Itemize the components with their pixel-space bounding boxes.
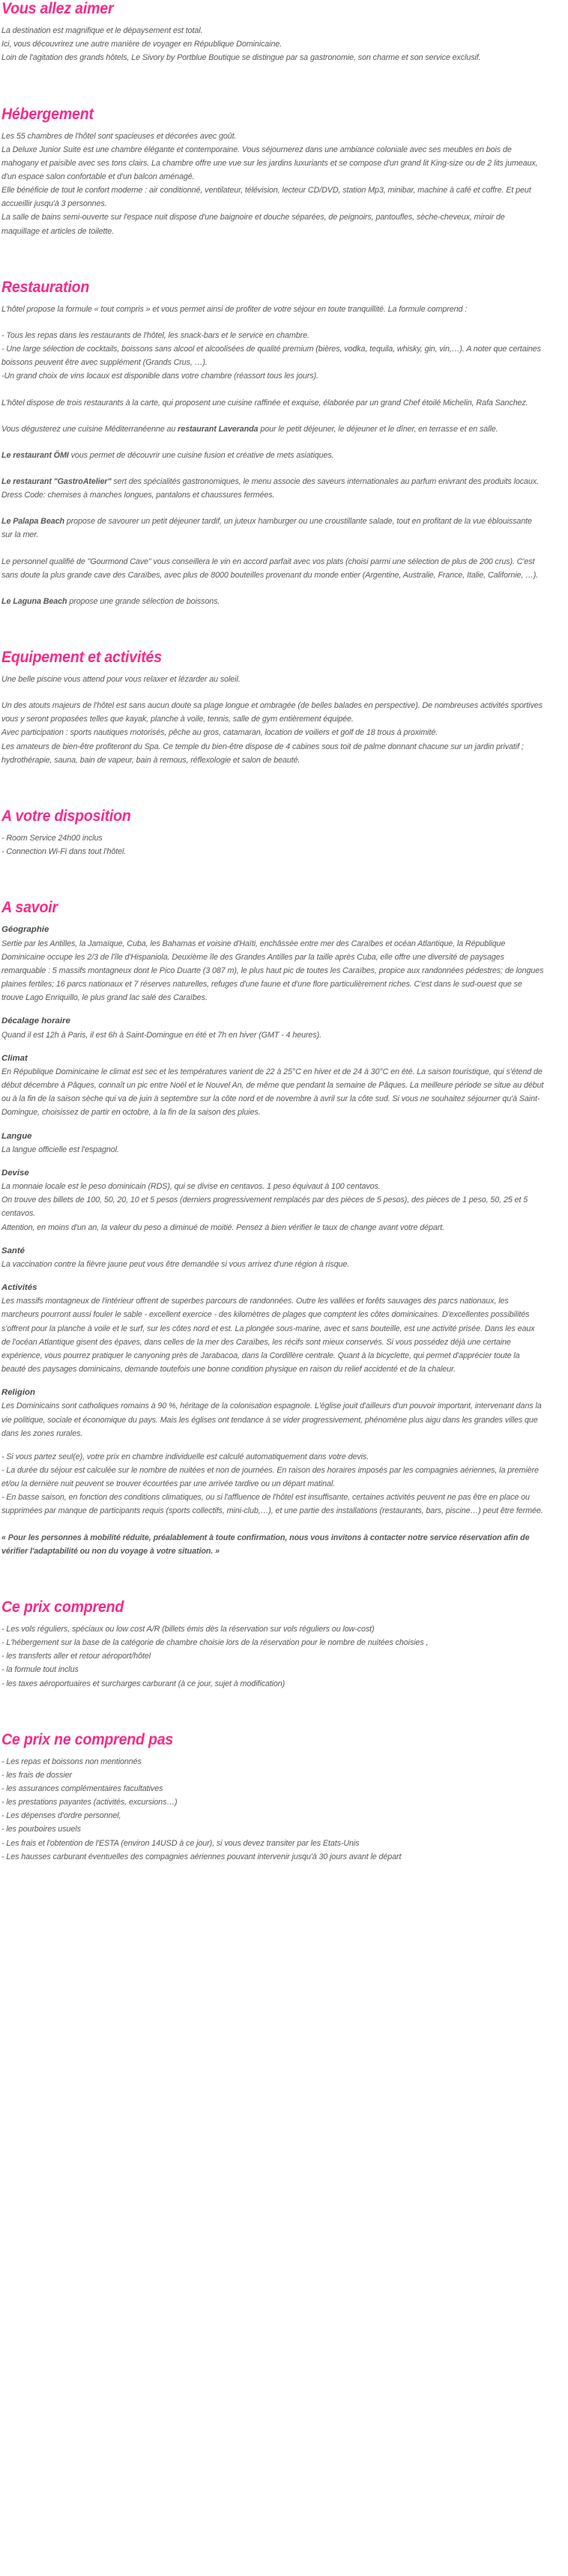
section-equipement-et-activites — [1, 649, 567, 767]
restaurant-palapa-beach-paragraph — [1, 515, 544, 542]
text-fragment: propose de savourer un petit déjeuner tardif, un juteux hamburger ou une croustillante salade, tout en profitant de la vue éblouissante sur la mer. — [1, 517, 532, 540]
section-vous-allez-aimer — [1, 0, 567, 65]
list-item: - les transferts aller et retour aéroport/hôtel — [1, 1652, 151, 1661]
section-heading-a-votre-disposition: A votre disposition — [1, 807, 131, 825]
text-line: Un des atouts majeurs de l'hôtel est sans aucun doute sa plage longue et ombragée (de belles balades en perspective). De nombreuses activités sportives vous y seront proposées telles que kayak, planche à voile, tennis, salle de gym entièrement équipée. — [1, 701, 543, 724]
text-fragment: Vous dégusterez une cuisine Méditerranéenne au — [1, 424, 178, 434]
section-hebergement — [1, 106, 567, 238]
spacer — [1, 1042, 567, 1052]
subsection-heading: Activités — [1, 1283, 37, 1293]
restaurant-laguna-beach-paragraph — [1, 595, 544, 608]
spacer — [1, 631, 567, 649]
subsection-body: Quand il est 12h à Paris, il est 6h à Saint-Domingue en été et 7h en hiver (GMT - 4 heures). — [1, 1030, 321, 1040]
booking-notes-list — [1, 1450, 544, 1518]
list-item: - En basse saison, en fonction des conditions climatiques, ou si l'affluence de l'hôtel est insuffisante, certaines activités peuvent ne pas être en place ou supprimées par manque de participants requis (sports collectifs, mini-club,…), et une partie des installations (restaurants, bars, piscine…) peut être fermée. — [1, 1493, 543, 1516]
list-item: - la formule tout inclus — [1, 1665, 79, 1675]
list-item: - les prestations payantes (activités, excursions…) — [1, 1798, 178, 1807]
restaurant-name: Le Palapa Beach — [1, 517, 64, 527]
section-a-savoir — [1, 899, 567, 1558]
spacer — [1, 1440, 567, 1450]
spacer — [1, 1157, 567, 1166]
spacer — [1, 1120, 567, 1130]
subsection-heading: Géographie — [1, 925, 49, 935]
subsection-heading: Décalage horaire — [1, 1016, 70, 1026]
section-body — [1, 396, 544, 410]
text-fragment: propose une grande sélection de boissons. — [67, 596, 220, 606]
spacer — [1, 88, 567, 106]
included-list — [1, 1622, 544, 1691]
list-item: - Les frais et l'obtention de l'ESTA (environ 14USD à ce jour), si vous devez transiter par les Etats-Unis — [1, 1838, 360, 1848]
page-title: Vous allez aimer — [1, 0, 114, 17]
list-item: - les frais de dossier — [1, 1770, 72, 1780]
text-line: Le personnel qualifié de "Gourmond Cave" vous conseillera le vin en accord parfait avec vos plats (choisi parmi une sélection de plus de 200 crus). C'est sans doute la plus grande cave des Caraïbes, avec plus de 8000 bouteilles provenant du monde entier (Argentine, Australie, France, Italie, Californie, …). — [1, 557, 539, 580]
text-fragment: pour le petit déjeuner, le déjeuner et le dîner, en terrasse et en salle. — [258, 424, 498, 434]
subsection-devise — [1, 1166, 567, 1234]
services-list — [1, 831, 544, 858]
section-body — [1, 699, 544, 767]
text-line: Ici, vous découvrirez une autre manière de voyager en République Dominicaine. — [1, 40, 283, 49]
spacer — [1, 881, 567, 899]
section-restauration — [1, 279, 567, 608]
subsection-heading: Santé — [1, 1246, 25, 1255]
excluded-list — [1, 1755, 544, 1864]
subsection-geographie — [1, 923, 567, 1004]
text-line: La destination est magnifique et le dépaysement est total. — [1, 26, 203, 36]
spacer — [1, 790, 567, 807]
text-line: On trouve des billets de 100, 50, 20, 10 et 5 pesos (derniers progressivement remplacés par des pièces de 5 pesos), des pièces de 1 peso, 50, 25 et 5 centavos. — [1, 1195, 528, 1219]
subsection-body: La vaccination contre la fièvre jaune peut vous être demandée si vous arrivez d'une région à risque. — [1, 1259, 350, 1269]
spacer — [1, 261, 567, 279]
list-item: -Un grand choix de vins locaux est disponible dans votre chambre (réassort tous les jours). — [1, 372, 318, 381]
gourmond-cave-paragraph — [1, 555, 544, 582]
section-ce-prix-comprend — [1, 1598, 567, 1691]
text-line: La Deluxe Junior Suite est une chambre élégante et contemporaine. Vous séjournerez dans une ambiance coloniale avec ses meubles en bois de mahogany et paisible avec ses tons clairs. La chambre offre une vue sur les jardins luxuriants et se compose d'un grand lit King-size ou de 2 lits jumeaux, d'un espace salon confortable et d'un balcon aménagé. — [1, 145, 538, 182]
accessibility-note: « Pour les personnes à mobilité réduite, préalablement à toute confirmation, nous vous invitons à contacter notre service réservation afin de vérifier l'adaptabilité ou non du voyage à votre situation. » — [1, 1533, 530, 1556]
all-inclusive-list — [1, 329, 544, 384]
text-fragment: sert des spécialités gastronomiques, le menu associe des saveurs internationales au parfum enivrant des produits locaux. Dress Code: chemises à manches longues, pantalons et chaussures fermées. — [1, 476, 539, 500]
spacer — [1, 1271, 567, 1281]
list-item: - Room Service 24h00 inclus — [1, 833, 103, 843]
list-item: - Si vous partez seul(e), votre prix en chambre individuelle est calculé automatiquement dans votre devis. — [1, 1452, 369, 1461]
subsection-body: La langue officielle est l'espagnol. — [1, 1145, 119, 1154]
list-item: - La durée du séjour est calculée sur le nombre de nuitées et non de journées. En raison des horaires imposés par les compagnies aériennes, la première et/ou la dernière nuit peuvent se trouver écourtées par une arrivée tardive ou un départ matinal. — [1, 1466, 539, 1489]
restaurant-name: Le Laguna Beach — [1, 596, 67, 606]
list-item: - Les vols réguliers, spéciaux ou low cost A/R (billets émis dès la réservation sur vols réguliers ou low-cost) — [1, 1624, 375, 1634]
section-a-votre-disposition — [1, 807, 567, 858]
spacer — [1, 1581, 567, 1598]
subsection-heading: Climat — [1, 1053, 28, 1063]
list-item: - les pourboires usuels — [1, 1825, 81, 1834]
section-heading-equipement: Equipement et activités — [1, 648, 162, 666]
subsection-body — [1, 1180, 544, 1234]
text-line: Avec participation : sports nautiques motorisés, pêche au gros, catamaran, location de voiliers et golf de 18 trous à proximité. — [1, 728, 438, 738]
restaurant-laveranda-paragraph — [1, 422, 544, 436]
text-line: Attention, en moins d'un an, la valeur du peso a diminué de moitié. Pensez à bien vérifier le taux de change avant votre départ. — [1, 1222, 444, 1232]
section-body — [1, 24, 544, 64]
spacer — [1, 1234, 567, 1244]
subsection-body: Sertie par les Antilles, la Jamaïque, Cuba, les Bahamas et voisine d'Haïti, enchâssée entre mer des Caraïbes et océan Atlantique, la République Dominicaine occupe les 2/3 de l'île d'Hispaniola. Deuxième île des Grandes Antilles par la taille après Cuba, elle offre une diversité de paysages remarquable : 5 massifs montagneux dont le Pico Duarte (3 087 m), le plus haut pic de toutes les Caraïbes, propice aux randonnées pédestres; de longues plaines fertiles; 16 parcs nationaux et 7 réserves naturelles, refuges d'une faune et d'une flore particulièrement riches. C'est dans le sud-ouest que se trouve Lago Enriquillo, le plus grand lac salé des Caraïbes. — [1, 939, 544, 1003]
section-heading-ce-prix-ne-comprend-pas: Ce prix ne comprend pas — [1, 1730, 174, 1748]
text-line: L'hôtel dispose de trois restaurants à la carte, qui proposent une cuisine raffinée et exquise, élaborée par un grand Chef étoilé Michelin, Rafa Sanchez. — [1, 398, 528, 407]
subsection-body: En République Dominicaine le climat est sec et les températures varient de 22 à 25°C en hiver et de 24 à 30°C en été. La saison touristique, qui s'étend de début décembre à Pâques, connaît un pic entre Noël et le Nouvel An, de même que pendant la semaine de Pâques. La meilleure période se situe au début ou à la fin de la saison sèche qui va de juin à septembre sur la côte nord et de novembre à avril sur la côte sud. Si vous ne souhaitez séjourner qu'à Saint-Domingue, choisissez de partir en octobre, à la fin de la saison des pluies. — [1, 1067, 544, 1118]
subsection-climat — [1, 1052, 567, 1120]
subsection-sante — [1, 1244, 567, 1271]
list-item: - Une large sélection de cocktails, boissons sans alcool et alcoolisées de qualité premium (bières, vodka, tequila, whisky, gin, vin,…). A noter que certaines boissons peuvent être avec supplément (Grands Crus, …). — [1, 345, 541, 368]
text-line: La salle de bains semi-ouverte sur l'espace nuit dispose d'une baignoire et douche séparées, de peignoirs, pantoufles, sèche-cheveux, miroir de maquillage et articles de toilette. — [1, 213, 505, 236]
section-ce-prix-ne-comprend-pas — [1, 1731, 567, 1864]
text-fragment: vous permet de découvrir une cuisine fusion et créative de mets asiatiques. — [68, 450, 334, 460]
list-item: - Les dépenses d'ordre personnel, — [1, 1811, 121, 1821]
spacer — [1, 1004, 567, 1014]
list-item: - Tous les repas dans les restaurants de l'hôtel, les snack-bars et le service en chambre. — [1, 330, 309, 340]
subsection-body: Les massifs montagneux de l'intérieur offrent de superbes parcours de randonnées. Outre les vallées et forêts sauvages des parcs nationaux, les marcheurs pourront aussi fouler le sable - excellent exercice - des kilomètres de plages que comptent les côtes dominicaines. D'excellentes possibilités s'offrent pour la planche à voile et le surf, sur les côtes nord et est. La plongée sous-marine, avec et sans bouteille, est une activité prisée. Dans les eaux de l'océan Atlantique gisent des épaves, dans celles de la mer des Caraïbes, les récifs sont mieux conservés. Si vous possédez déjà une certaine expérience, vous pourrez pratiquer le canyoning près de Jarabacoa, dans la Cordillère centrale. Quant à la bicyclette, qui permet d'apprécier toute la beauté des paysages dominicains, demande toutefois une bonne condition physique en raison du relief accidenté et de la chaleur. — [1, 1297, 535, 1375]
section-body — [1, 130, 544, 238]
text-line: Une belle piscine vous attend pour vous relaxer et lézarder au soleil. — [1, 675, 241, 685]
restaurant-gastroatelier-paragraph — [1, 475, 544, 502]
subsection-decalage-horaire — [1, 1014, 567, 1041]
section-heading-ce-prix-comprend: Ce prix comprend — [1, 1598, 124, 1616]
spacer — [1, 1376, 567, 1386]
text-line: La monnaie locale est le peso dominicain (RDS), qui se divise en centavos. 1 peso équivaut à 100 centavos. — [1, 1182, 381, 1192]
spacer — [1, 1713, 567, 1731]
section-heading-hebergement: Hébergement — [1, 105, 94, 123]
subsection-heading: Religion — [1, 1388, 35, 1398]
subsection-heading: Devise — [1, 1168, 29, 1178]
list-item: - Les repas et boissons non mentionnés — [1, 1757, 142, 1766]
list-item: - L'hébergement sur la base de la catégorie de chambre choisie lors de la réservation pour le nombre de nuitées choisies , — [1, 1638, 429, 1648]
restaurant-name: restaurant Laveranda — [178, 424, 259, 434]
text-line: Elle bénéficie de tout le confort moderne : air conditionné, ventilateur, télévision, lecteur CD/DVD, station Mp3, minibar, machine à café et coffre. Et peut accueillir jusqu'à 3 personnes. — [1, 186, 531, 209]
text-line: L'hôtel propose la formule « tout compris » et vous permet ainsi de profiter de votre séjour en toute tranquillité. La formule comprend : — [1, 304, 468, 314]
text-line: Les 55 chambres de l'hôtel sont spacieuses et décorées avec goût. — [1, 131, 237, 141]
section-heading-a-savoir: A savoir — [1, 899, 58, 917]
subsection-heading: Langue — [1, 1131, 32, 1141]
list-item: - Les hausses carburant éventuelles des compagnies aériennes pouvant intervenir jusqu'à 30 jours avant le départ — [1, 1852, 402, 1861]
subsection-body: Les Dominicains sont catholiques romains à 90 %, héritage de la colonisation espagnole. L'église jouit d'ailleurs d'un pouvoir important, intervenant dans la vie politique, sociale et économique du pays. Mais les églises ont tendance à se vider progressivement, phénomène plus aigu dans les grandes villes que dans les zones rurales. — [1, 1401, 542, 1438]
subsection-religion — [1, 1386, 567, 1440]
subsection-langue — [1, 1130, 567, 1157]
restaurant-name: Le restaurant "GastroAtelier" — [1, 476, 112, 486]
list-item: - les assurances complémentaires facultatives — [1, 1784, 163, 1794]
section-body-intro — [1, 673, 544, 686]
restaurant-name: Le restaurant ÖMI — [1, 450, 69, 460]
text-line: Loin de l'agitation des grands hôtels, Le Sivory by Portblue Boutique se distingue par sa gastronomie, son charme et son service exclusif. — [1, 53, 481, 63]
subsection-activites — [1, 1281, 567, 1376]
text-line: Les amateurs de bien-être profiteront du Spa. Ce temple du bien-être dispose de 4 cabines sous toit de palme donnant chacune sur un jardin privatif ; hydrothérapie, sauna, bain de vapeur, bain à remous, réflexologie et salon de beauté. — [1, 742, 524, 765]
list-item: - les taxes aéroportuaires et surcharges carburant (à ce jour, sujet à modification) — [1, 1679, 285, 1688]
list-item: - Connection Wi-Fi dans tout l'hôtel. — [1, 847, 127, 857]
section-body-intro — [1, 303, 544, 316]
restaurant-omi-paragraph — [1, 449, 544, 462]
section-heading-restauration: Restauration — [1, 278, 90, 296]
